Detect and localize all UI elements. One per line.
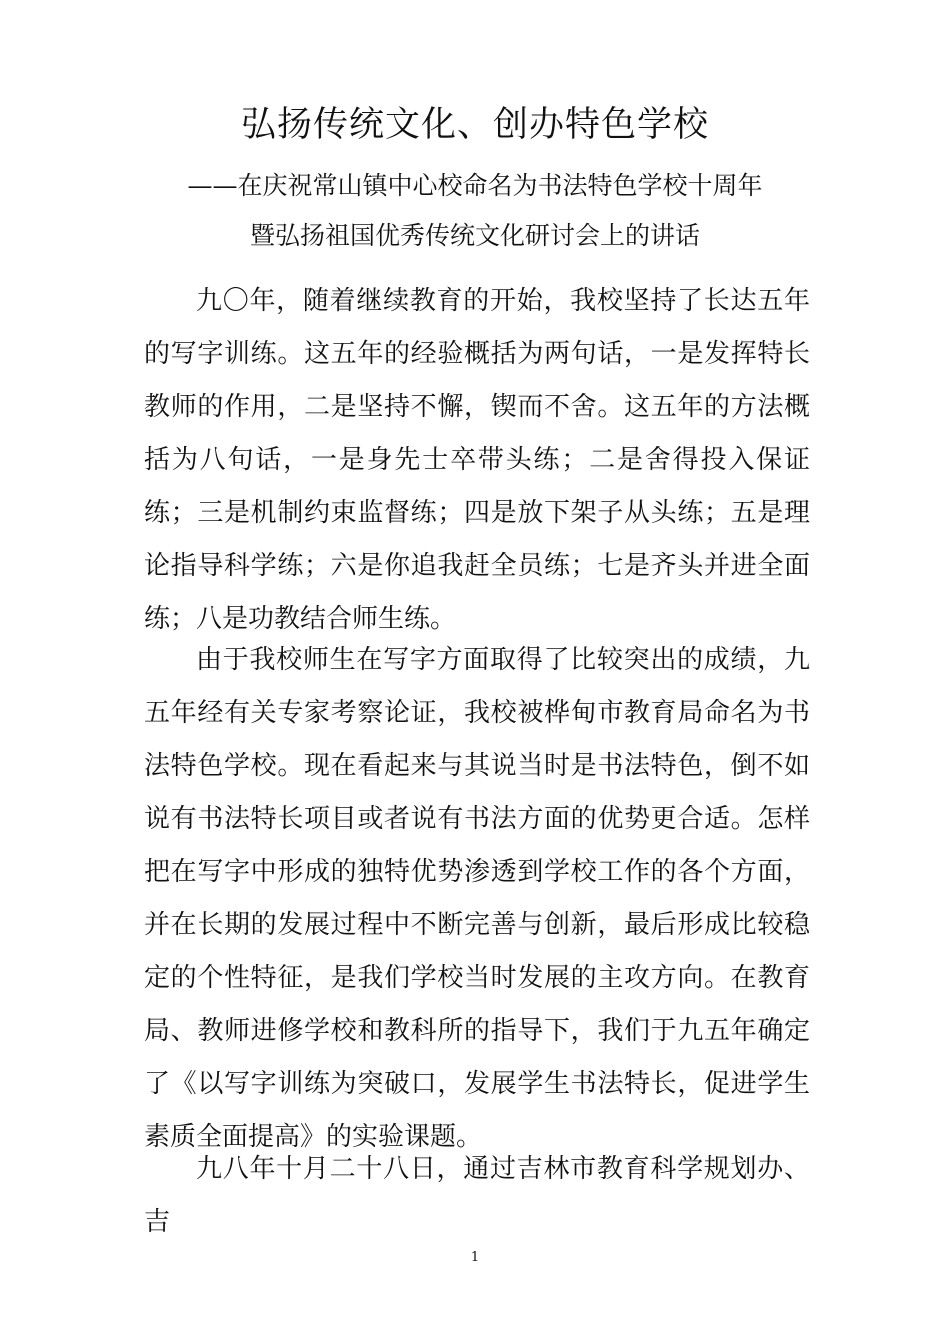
body-paragraph: 九八年十月二十八日，通过吉林市教育科学规划办、吉 <box>144 1154 810 1237</box>
body-paragraph: 由于我校师生在写字方面取得了比较突出的成绩，九五年经有关专家考察论证，我校被桦甸市教育局命名为书法特色学校。现在看起来与其说当时是书法特色，倒不如说有书法特长项目或者说有书法方面的优势更合适。怎样把在写字中形成的独特优势渗透到学校工作的各个方面，并在长期的发展过程中不断完善与创新，最后形成比较稳定的个性特征，是我们学校当时发展的主攻方向。在教育局、教师进修学校和教科所的指导下，我们于九五年确定了《以写字训练为突破口，发展学生书法特长，促进学生素质全面提高》的实验课题。 <box>144 645 810 1152</box>
page-number: 1 <box>470 1250 480 1265</box>
document-subtitle-line-2: 暨弘扬祖国优秀传统文化研讨会上的讲话 <box>249 221 700 250</box>
document-subtitle-line-1: ——在庆祝常山镇中心校命名为书法特色学校十周年 <box>187 171 763 200</box>
body-paragraph: 九〇年，随着继续教育的开始，我校坚持了长达五年的写字训练。这五年的经验概括为两句话，一是发挥特长教师的作用，二是坚持不懈，锲而不舍。这五年的方法概括为八句话，一是身先士卒带头练；二是舍得投入保证练；三是机制约束监督练；四是放下架子从头练；五是理论指导科学练；六是你追我赶全员练；七是齐头并进全面练；八是功教结合师生练。 <box>144 286 810 634</box>
document-title: 弘扬传统文化、创办特色学校 <box>240 105 709 145</box>
